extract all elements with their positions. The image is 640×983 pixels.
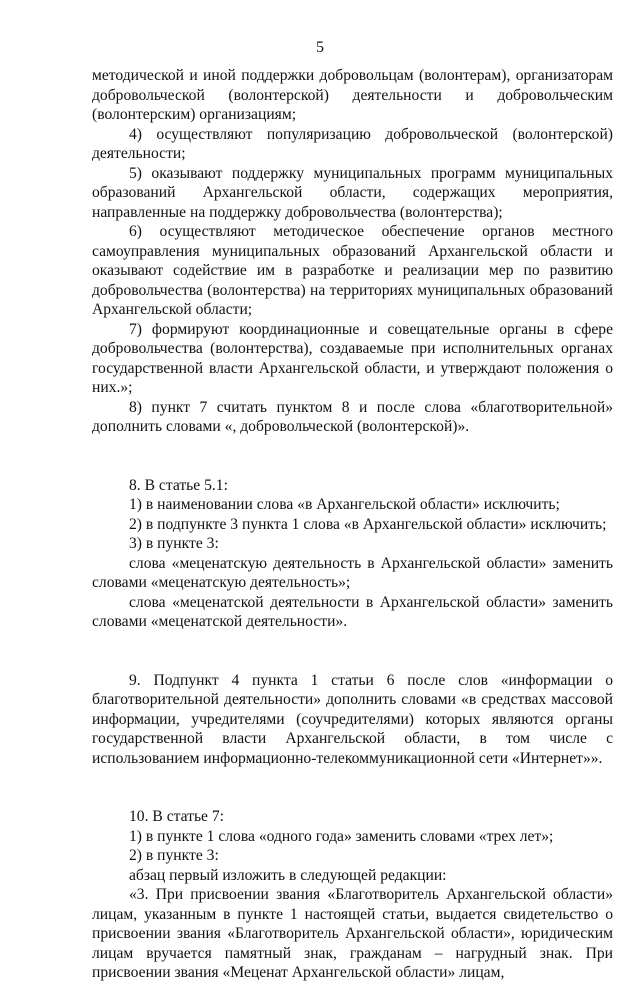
paragraph: 6) осуществляют методическое обеспечение органов местного самоуправления муниципальных образований Архангельской области и оказывают содействие им в разработке и реализации мер по развитию добровольчества (волонтерства) на территориях муниципальных образований Архангельской области;	[92, 223, 613, 318]
paragraph: 5) оказывают поддержку муниципальных программ муниципальных образований Архангельской области, содержащих мероприятия, направленные на поддержку добровольчества (волонтерства);	[92, 164, 613, 221]
paragraph: 1) в наименовании слова «в Архангельской области» исключить;	[129, 496, 560, 513]
paragraph: 4) осуществляют популяризацию добровольческой (волонтерской) деятельности;	[92, 125, 613, 162]
document-body	[92, 66, 613, 983]
spacer	[92, 632, 613, 652]
paragraph: 3) в пункте 3:	[129, 535, 219, 552]
paragraph: 7) формируют координационные и совещательные органы в сфере добровольчества (волонтерства), создаваемые при исполнительных органах государственной власти Архангельской области, и утверждают положения о них.»;	[92, 320, 613, 396]
paragraph: методической и иной поддержки добровольцам (волонтерам), организаторам добровольческой (волонтерской) деятельности и добровольческим (волонтерским) организациям;	[92, 67, 613, 123]
paragraph: 9. Подпункт 4 пункта 1 статьи 6 после слов «информации о благотворительной деятельности» дополнить словами «в средствах массовой информации, учредителями (соучредителями) которых являются органы государственной власти Архангельской области, в том числе с использованием информационно-телекоммуникационной сети «Интернет»».	[92, 671, 613, 767]
paragraph: 1) в пункте 1 слова «одного года» заменить словами «трех лет»;	[129, 827, 554, 845]
paragraph: абзац первый изложить в следующей редакции:	[129, 866, 447, 884]
article-heading: 10. В статье 7:	[129, 808, 225, 825]
paragraph: «3. При присвоении звания «Благотворитель Архангельской области» лицам, указанным в пункте 1 настоящей статьи, выдается свидетельство о присвоении звания «Благотворитель Архангельской области», юридическим лицам вручается памятный знак, гражданам – нагрудный знак. При присвоении звания «Меценат Архангельской области» лицам,	[92, 886, 613, 981]
spacer	[92, 456, 613, 476]
article-heading: 8. В статье 5.1:	[129, 476, 228, 494]
spacer	[92, 651, 613, 671]
spacer	[92, 768, 613, 788]
paragraph: 2) в пункте 3:	[129, 847, 219, 864]
paragraph: 8) пункт 7 считать пунктом 8 и после слова «благотворительной» дополнить словами «, добровольческой (волонтерской)».	[92, 398, 613, 435]
page-number: 5	[316, 39, 324, 56]
paragraph: слова «меценатской деятельности в Архангельской области» заменить словами «меценатской деятельности».	[92, 593, 613, 630]
spacer	[92, 788, 613, 808]
paragraph: слова «меценатскую деятельность в Архангельской области» заменить словами «меценатскую деятельность»;	[92, 554, 613, 591]
paragraph: 2) в подпункте 3 пункта 1 слова «в Архангельской области» исключить;	[129, 515, 607, 533]
spacer	[92, 437, 613, 457]
